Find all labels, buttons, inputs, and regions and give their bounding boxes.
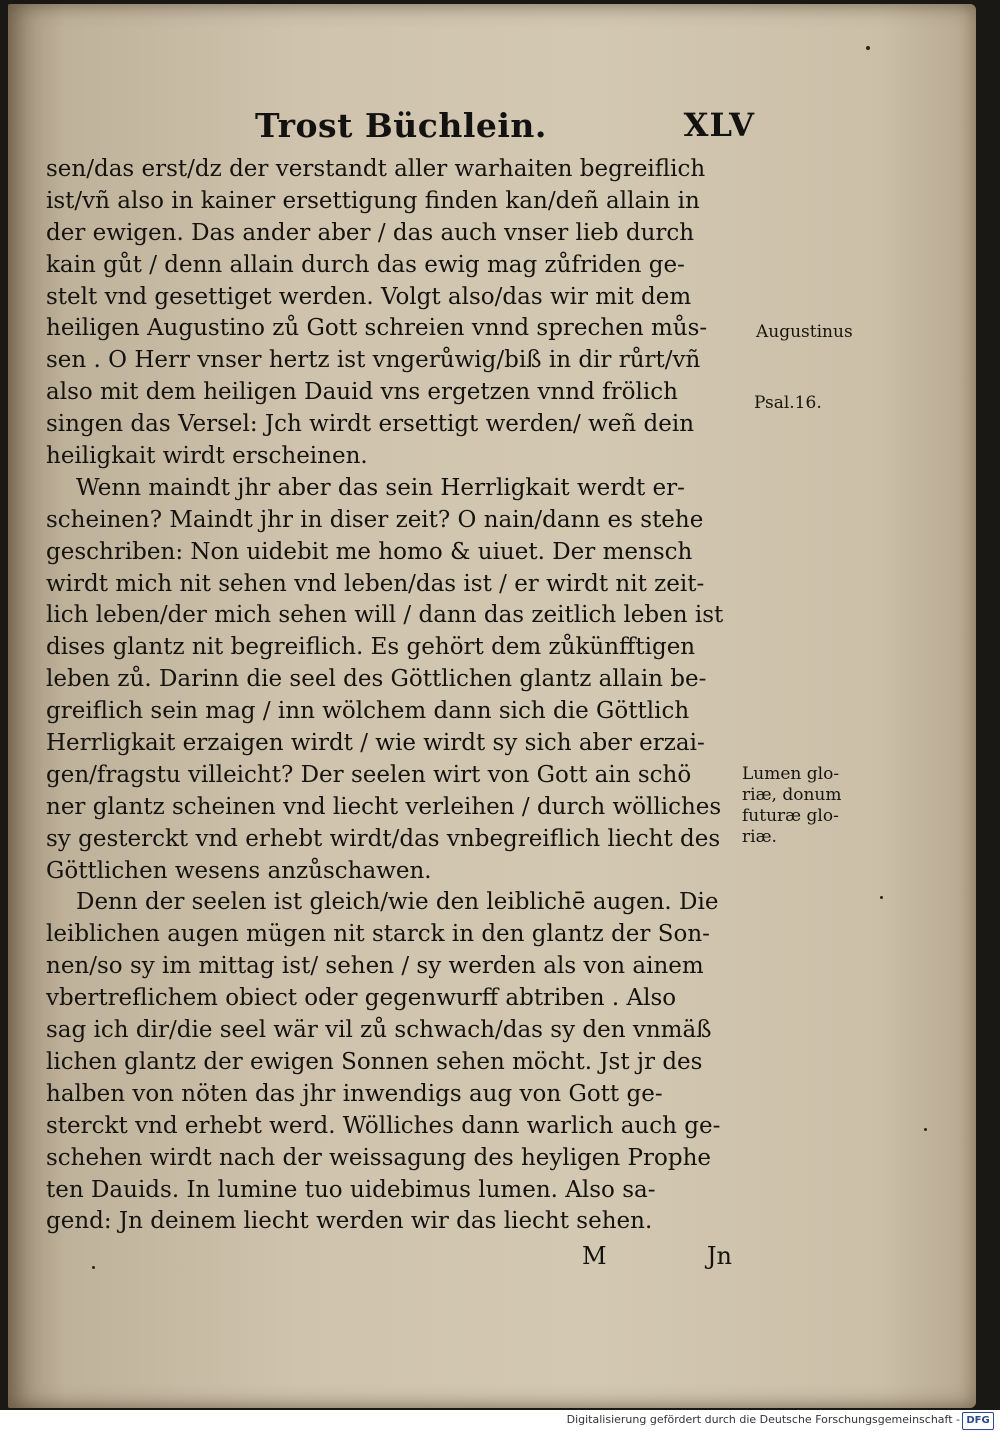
page-footer-catchwords	[582, 1242, 742, 1276]
text-line: ist/vñ also in kainer ersettigung finden kan/deñ allain in	[46, 187, 700, 214]
text-line: heiligkait wirdt erscheinen.	[46, 443, 368, 470]
paragraph-start-line: Denn der seelen ist gleich/wie den leiblichē augen. Die	[76, 889, 719, 916]
text-line: leben zů. Darinn die seel des Göttlichen glantz allain be-	[46, 666, 707, 693]
marginal-note-augustinus: Augustinus	[756, 322, 853, 342]
digitization-footer	[0, 1410, 1000, 1431]
text-line: lich leben/der mich sehen will / dann das zeitlich leben ist	[46, 602, 724, 629]
text-line: schehen wirdt nach der weissagung des heyligen Prophe	[46, 1144, 712, 1171]
text-line: heiligen Augustino zů Gott schreien vnnd sprechen můs-	[46, 315, 708, 342]
text-line: halben von nöten das jhr inwendigs aug von Gott ge-	[46, 1080, 663, 1107]
text-line: vbertreflichem obiect oder gegenwurff abtriben . Also	[46, 985, 677, 1012]
text-line: kain gůt / denn allain durch das ewig mag zůfriden ge-	[46, 251, 685, 278]
marginal-note-lumen	[742, 764, 842, 848]
text-line: greiflich sein mag / inn wölchem dann sich die Göttlich	[46, 698, 690, 725]
text-line: stelt vnd gesettiget werden. Volgt also/das wir mit dem	[46, 283, 692, 310]
text-line: Göttlichen wesens anzůschawen.	[46, 857, 432, 884]
text-line: ner glantz scheinen vnd liecht verleihen / durch wölliches	[46, 793, 722, 820]
paragraph-start-line: Wenn maindt jhr aber das sein Herrligkait werdt er-	[76, 474, 685, 501]
text-line: Herrligkait erzaigen wirdt / wie wirdt sy sich aber erzai-	[46, 730, 705, 757]
text-line: der ewigen. Das ander aber / das auch vnser lieb durch	[46, 219, 695, 246]
signature-mark: M	[582, 1242, 607, 1270]
funding-credit: Digitalisierung gefördert durch die Deutsche Forschungsgemeinschaft -	[566, 1413, 960, 1426]
text-line: sen/das erst/dz der verstandt aller warhaiten begreiflich	[46, 156, 706, 182]
text-line: sy gesterckt vnd erhebt wirdt/das vnbegreiflich liecht des	[46, 825, 721, 852]
text-line: dises glantz nit begreiflich. Es gehört dem zůkünfftigen	[46, 634, 696, 661]
marginal-line: riæ.	[742, 827, 777, 847]
text-line: sterckt vnd erhebt werd. Wölliches dann warlich auch ge-	[46, 1112, 721, 1139]
marginal-line: Lumen glo-	[742, 764, 840, 784]
ink-speck	[880, 896, 883, 899]
text-line: gen/fragstu villeicht? Der seelen wirt von Gott ain schö	[46, 761, 692, 788]
text-line: scheinen? Maindt jhr in diser zeit? O nain/dann es stehe	[46, 506, 704, 533]
marginal-line: riæ, donum	[742, 785, 842, 805]
folio-number: XLV	[683, 106, 755, 144]
text-line: gend: Jn deinem liecht werden wir das liecht sehen.	[46, 1208, 653, 1235]
text-line: geschriben: Non uidebit me homo & uiuet. Der mensch	[46, 538, 693, 565]
ink-speck	[866, 46, 870, 50]
text-line: ten Dauids. In lumine tuo uidebimus lumen. Also sa-	[46, 1176, 656, 1203]
text-line: singen das Versel: Jch wirdt ersettigt werden/ weñ dein	[46, 411, 695, 438]
text-line: leiblichen augen mügen nit starck in den glantz der Son-	[46, 921, 710, 948]
body-text	[46, 154, 766, 1238]
marginal-note-psalm: Psal.16.	[754, 393, 822, 413]
text-line: sag ich dir/die seel wär vil zů schwach/das sy den vnmäß	[46, 1017, 712, 1044]
text-line: lichen glantz der ewigen Sonnen sehen möcht. Jst jr des	[46, 1048, 703, 1075]
text-line: nen/so sy im mittag ist/ sehen / sy werden als von ainem	[46, 953, 704, 980]
dfg-logo[interactable]: DFG	[962, 1412, 994, 1430]
text-line: wirdt mich nit sehen vnd leben/das ist / er wirdt nit zeit-	[46, 570, 705, 597]
text-line: also mit dem heiligen Dauid vns ergetzen vnnd frölich	[46, 379, 678, 406]
catchword: Jn	[706, 1242, 732, 1270]
running-title: Trost Büchlein.	[255, 106, 547, 145]
ink-speck	[92, 1266, 95, 1269]
text-line: sen . O Herr vnser hertz ist vngerůwig/biß in dir růrt/vñ	[46, 347, 701, 374]
ink-speck	[924, 1128, 927, 1131]
marginal-line: futuræ glo-	[742, 806, 839, 826]
page-header	[255, 106, 755, 150]
